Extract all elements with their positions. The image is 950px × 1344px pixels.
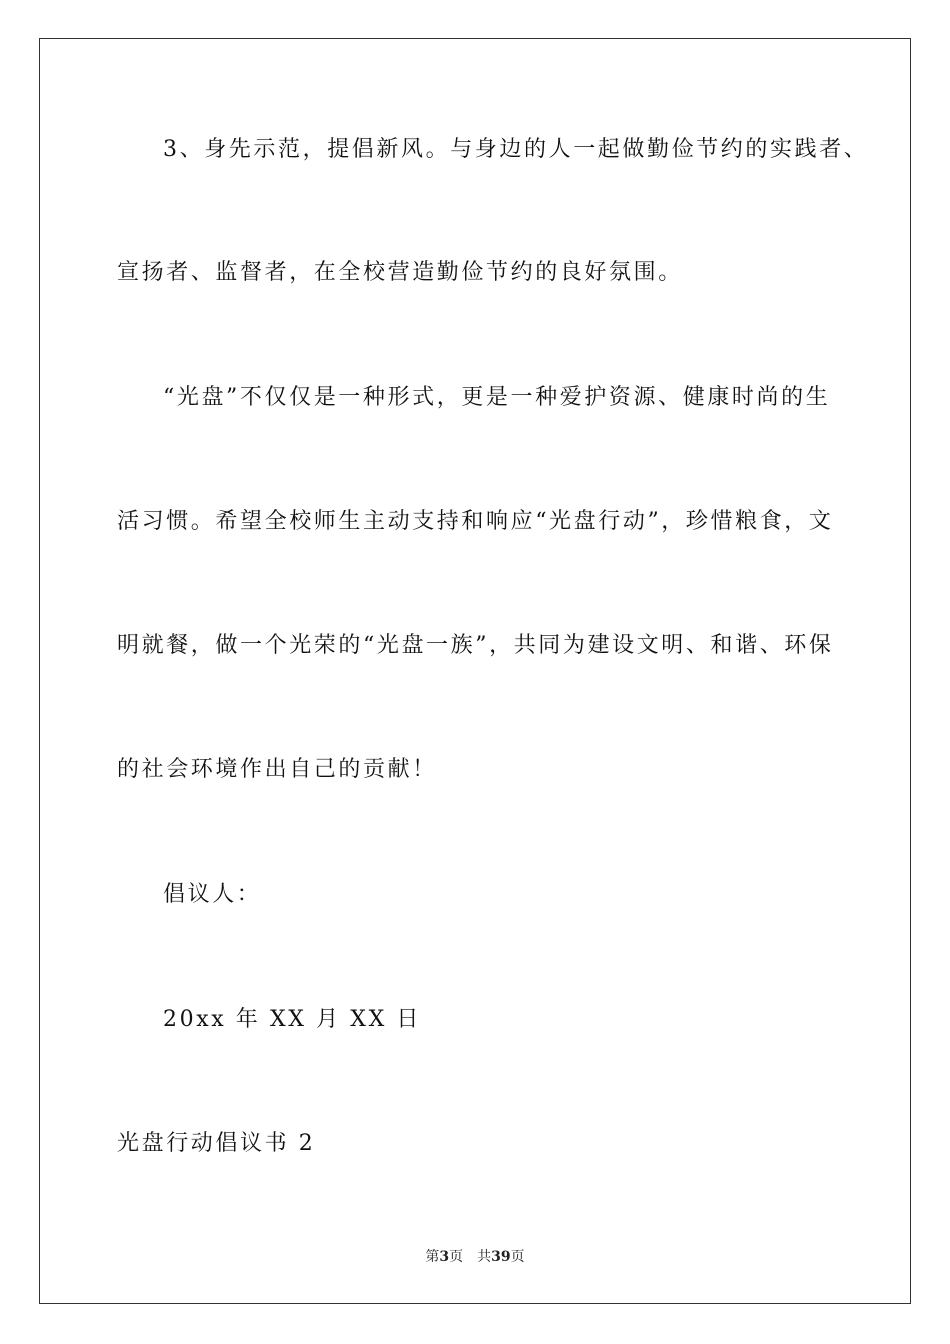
paragraph-line: 明就餐，做一个光荣的“光盘一族”，共同为建设文明、和谐、环保 [117, 633, 834, 658]
paragraph-line: 宣扬者、监督者，在全校营造勤俭节约的良好氛围。 [117, 260, 683, 285]
section-title: 光盘行动倡议书 2 [117, 1131, 316, 1156]
paragraph-line: 的社会环境作出自己的贡献！ [117, 757, 437, 782]
initiator-label: 倡议人： [163, 882, 262, 907]
current-page-number: 3 [439, 1249, 450, 1265]
paragraph-line: 3、身先示范，提倡新风。与身边的人一起做勤俭节约的实践者、 [163, 137, 869, 162]
date-line: 20xx 年 XX 月 XX 日 [163, 1007, 422, 1032]
paragraph-line: “光盘”不仅仅是一种形式，更是一种爱护资源、健康时尚的生 [163, 385, 831, 410]
paragraph-line: 活习惯。希望全校师生主动支持和响应“光盘行动”，珍惜粮食，文 [117, 509, 834, 534]
page-footer [0, 1247, 950, 1267]
total-suffix: 页 [510, 1249, 525, 1265]
total-prefix: 共 [477, 1249, 492, 1265]
total-page-number: 39 [491, 1249, 511, 1265]
page-prefix: 第 [425, 1249, 440, 1265]
page-border [39, 38, 911, 1304]
page-suffix: 页 [449, 1249, 464, 1265]
